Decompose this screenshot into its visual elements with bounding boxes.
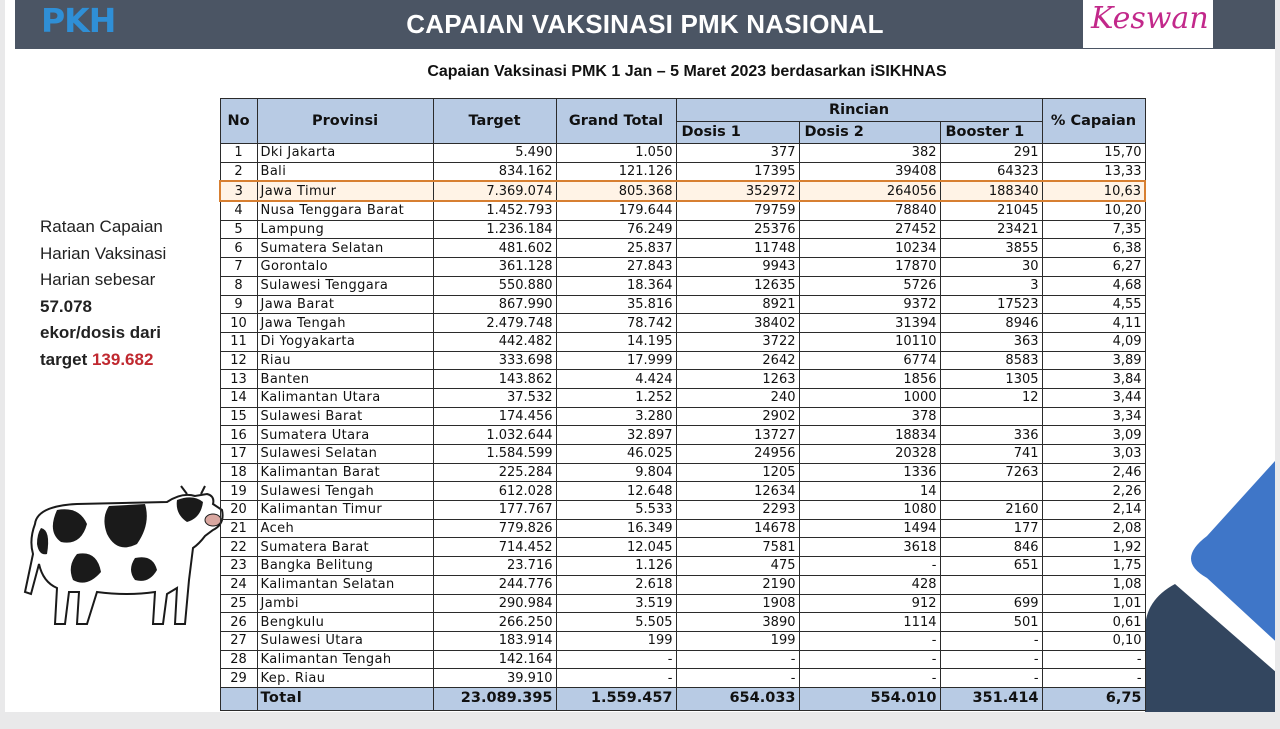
row-dosis1: 12635 — [676, 276, 799, 295]
cow-icon — [25, 486, 223, 624]
row-dosis2: 31394 — [799, 314, 940, 333]
row-booster1: 177 — [940, 519, 1042, 538]
row-capaian: 13,33 — [1042, 162, 1145, 181]
corner-decoration — [1145, 450, 1275, 712]
row-target: 23.716 — [433, 557, 556, 576]
row-dosis1: 3890 — [676, 613, 799, 632]
row-grand-total: 76.249 — [556, 220, 676, 239]
row-dosis1: 25376 — [676, 220, 799, 239]
row-provinsi: Sumatera Utara — [257, 426, 433, 445]
row-provinsi: Kalimantan Utara — [257, 388, 433, 407]
row-grand-total: 9.804 — [556, 463, 676, 482]
row-provinsi: Bangka Belitung — [257, 557, 433, 576]
row-no: 4 — [220, 201, 257, 220]
row-provinsi: Jawa Tengah — [257, 314, 433, 333]
row-grand-total: 32.897 — [556, 426, 676, 445]
row-no: 10 — [220, 314, 257, 333]
row-no: 25 — [220, 594, 257, 613]
row-no: 6 — [220, 239, 257, 258]
row-target: 834.162 — [433, 162, 556, 181]
row-dosis2: 378 — [799, 407, 940, 426]
table-subtitle: Capaian Vaksinasi PMK 1 Jan – 5 Maret 2023 berdasarkan iSIKHNAS — [427, 63, 947, 80]
row-dosis1: 1205 — [676, 463, 799, 482]
row-target: 174.456 — [433, 407, 556, 426]
row-booster1: 23421 — [940, 220, 1042, 239]
row-booster1: 3855 — [940, 239, 1042, 258]
row-provinsi: Jambi — [257, 594, 433, 613]
row-dosis1: - — [676, 669, 799, 688]
row-no: 2 — [220, 162, 257, 181]
row-booster1: 363 — [940, 332, 1042, 351]
row-dosis1: 17395 — [676, 162, 799, 181]
row-provinsi: Sulawesi Tenggara — [257, 276, 433, 295]
row-no: 14 — [220, 388, 257, 407]
table-row — [220, 314, 1145, 333]
row-grand-total: 46.025 — [556, 445, 676, 464]
row-capaian: 1,01 — [1042, 594, 1145, 613]
row-dosis1: 38402 — [676, 314, 799, 333]
row-dosis1: 79759 — [676, 201, 799, 220]
row-dosis2: 1336 — [799, 463, 940, 482]
row-booster1 — [940, 575, 1042, 594]
row-target: 1.236.184 — [433, 220, 556, 239]
row-dosis2: 428 — [799, 575, 940, 594]
row-booster1: 651 — [940, 557, 1042, 576]
row-no: 26 — [220, 613, 257, 632]
row-no: 22 — [220, 538, 257, 557]
row-dosis1: 475 — [676, 557, 799, 576]
row-no: 19 — [220, 482, 257, 501]
row-target: 5.490 — [433, 144, 556, 163]
note-line-1: Rataan Capaian — [40, 217, 163, 236]
table-row — [220, 613, 1145, 632]
row-capaian: 4,11 — [1042, 314, 1145, 333]
row-target: 442.482 — [433, 332, 556, 351]
pkh-logo — [41, 2, 161, 50]
row-grand-total: 35.816 — [556, 295, 676, 314]
row-capaian: 2,08 — [1042, 519, 1145, 538]
row-target: 266.250 — [433, 613, 556, 632]
row-provinsi: Kalimantan Barat — [257, 463, 433, 482]
table-row — [220, 650, 1145, 669]
total-grand-total: 1.559.457 — [556, 687, 676, 710]
row-target: 183.914 — [433, 631, 556, 650]
table-row — [220, 258, 1145, 277]
row-grand-total: 199 — [556, 631, 676, 650]
row-dosis1: 1263 — [676, 370, 799, 389]
row-grand-total: 3.280 — [556, 407, 676, 426]
total-dosis2: 554.010 — [799, 687, 940, 710]
row-capaian: 3,03 — [1042, 445, 1145, 464]
row-booster1: 12 — [940, 388, 1042, 407]
row-dosis2: - — [799, 669, 940, 688]
row-dosis1: 12634 — [676, 482, 799, 501]
row-dosis2: 78840 — [799, 201, 940, 220]
vaccination-table — [219, 98, 1146, 711]
row-dosis1: 7581 — [676, 538, 799, 557]
target-label: target — [40, 349, 88, 369]
row-provinsi: Kalimantan Timur — [257, 501, 433, 520]
row-no: 5 — [220, 220, 257, 239]
pkh-logo-mark: PKH — [41, 1, 116, 40]
row-booster1 — [940, 482, 1042, 501]
keswan-logo-mark: Keswan — [1091, 1, 1209, 36]
row-capaian: 2,46 — [1042, 463, 1145, 482]
total-dosis1: 654.033 — [676, 687, 799, 710]
row-target: 142.164 — [433, 650, 556, 669]
row-provinsi: Kep. Riau — [257, 669, 433, 688]
row-booster1: 336 — [940, 426, 1042, 445]
row-grand-total: 5.533 — [556, 501, 676, 520]
table-row — [220, 557, 1145, 576]
col-header-no: No — [220, 99, 257, 144]
row-dosis2: - — [799, 557, 940, 576]
row-provinsi: Sulawesi Tengah — [257, 482, 433, 501]
total-row — [220, 687, 1145, 710]
col-header-capaian: % Capaian — [1042, 99, 1145, 144]
row-capaian: 1,08 — [1042, 575, 1145, 594]
table-row — [220, 594, 1145, 613]
row-booster1: 21045 — [940, 201, 1042, 220]
row-target: 244.776 — [433, 575, 556, 594]
row-grand-total: 4.424 — [556, 370, 676, 389]
row-provinsi: Sulawesi Selatan — [257, 445, 433, 464]
row-dosis2: 1114 — [799, 613, 940, 632]
row-provinsi: Lampung — [257, 220, 433, 239]
row-no: 17 — [220, 445, 257, 464]
row-dosis2: 14 — [799, 482, 940, 501]
row-grand-total: 1.126 — [556, 557, 676, 576]
row-capaian: 1,75 — [1042, 557, 1145, 576]
row-capaian: - — [1042, 669, 1145, 688]
row-capaian: 2,14 — [1042, 501, 1145, 520]
row-no: 18 — [220, 463, 257, 482]
row-target: 225.284 — [433, 463, 556, 482]
table-row — [220, 201, 1145, 220]
table-row — [220, 631, 1145, 650]
row-provinsi: Nusa Tenggara Barat — [257, 201, 433, 220]
row-capaian: 0,10 — [1042, 631, 1145, 650]
table-row — [220, 463, 1145, 482]
row-capaian: 3,89 — [1042, 351, 1145, 370]
row-target: 550.880 — [433, 276, 556, 295]
row-no: 9 — [220, 295, 257, 314]
row-provinsi: Bengkulu — [257, 613, 433, 632]
row-target: 714.452 — [433, 538, 556, 557]
row-booster1: 846 — [940, 538, 1042, 557]
row-target: 867.990 — [433, 295, 556, 314]
row-dosis1: 199 — [676, 631, 799, 650]
row-dosis1: 2293 — [676, 501, 799, 520]
row-target: 1.452.793 — [433, 201, 556, 220]
table-row — [220, 426, 1145, 445]
row-booster1: - — [940, 669, 1042, 688]
row-grand-total: 805.368 — [556, 181, 676, 201]
row-capaian: - — [1042, 650, 1145, 669]
table-body — [220, 144, 1145, 688]
row-no: 11 — [220, 332, 257, 351]
row-dosis2: 10110 — [799, 332, 940, 351]
row-booster1: 17523 — [940, 295, 1042, 314]
row-dosis2: 1000 — [799, 388, 940, 407]
row-no: 16 — [220, 426, 257, 445]
col-header-provinsi: Provinsi — [257, 99, 433, 144]
row-target: 361.128 — [433, 258, 556, 277]
row-target: 2.479.748 — [433, 314, 556, 333]
row-target: 1.584.599 — [433, 445, 556, 464]
table-row — [220, 669, 1145, 688]
row-grand-total: 121.126 — [556, 162, 676, 181]
total-booster1: 351.414 — [940, 687, 1042, 710]
row-provinsi: Sumatera Barat — [257, 538, 433, 557]
row-capaian: 4,09 — [1042, 332, 1145, 351]
row-booster1: 501 — [940, 613, 1042, 632]
row-target: 612.028 — [433, 482, 556, 501]
table-row — [220, 370, 1145, 389]
row-dosis1: 377 — [676, 144, 799, 163]
table-row — [220, 220, 1145, 239]
row-grand-total: 25.837 — [556, 239, 676, 258]
row-provinsi: Banten — [257, 370, 433, 389]
row-no: 29 — [220, 669, 257, 688]
row-dosis2: 382 — [799, 144, 940, 163]
row-target: 39.910 — [433, 669, 556, 688]
row-provinsi: Sulawesi Utara — [257, 631, 433, 650]
note-line-2: Harian Vaksinasi — [40, 243, 167, 263]
row-grand-total: 179.644 — [556, 201, 676, 220]
row-dosis2: 5726 — [799, 276, 940, 295]
row-grand-total: 12.648 — [556, 482, 676, 501]
table-row — [220, 445, 1145, 464]
row-booster1: 741 — [940, 445, 1042, 464]
table-row — [220, 575, 1145, 594]
row-booster1: 1305 — [940, 370, 1042, 389]
page-title: CAPAIAN VAKSINASI PMK NASIONAL — [406, 9, 884, 39]
row-target: 333.698 — [433, 351, 556, 370]
table-row — [220, 332, 1145, 351]
table-row — [220, 276, 1145, 295]
row-dosis2: 1856 — [799, 370, 940, 389]
row-grand-total: 14.195 — [556, 332, 676, 351]
note-target-line — [40, 347, 220, 374]
table-row — [220, 162, 1145, 181]
col-header-dosis2: Dosis 2 — [799, 122, 940, 144]
row-provinsi: Riau — [257, 351, 433, 370]
row-booster1: 699 — [940, 594, 1042, 613]
row-dosis1: 8921 — [676, 295, 799, 314]
target-value: 139.682 — [91, 349, 154, 369]
total-no-cell — [220, 687, 257, 710]
row-grand-total: 27.843 — [556, 258, 676, 277]
row-target: 481.602 — [433, 239, 556, 258]
row-dosis2: 18834 — [799, 426, 940, 445]
col-header-booster1: Booster 1 — [940, 122, 1042, 144]
row-booster1: 2160 — [940, 501, 1042, 520]
row-capaian: 3,84 — [1042, 370, 1145, 389]
col-header-rincian: Rincian — [676, 99, 1042, 122]
note-line-3: Harian sebesar — [40, 270, 156, 289]
row-grand-total: 2.618 — [556, 575, 676, 594]
row-dosis1: 3722 — [676, 332, 799, 351]
table-row — [220, 482, 1145, 501]
row-dosis2: 9372 — [799, 295, 940, 314]
row-capaian: 6,27 — [1042, 258, 1145, 277]
row-no: 8 — [220, 276, 257, 295]
row-dosis1: 14678 — [676, 519, 799, 538]
table-row — [220, 407, 1145, 426]
row-dosis2: 912 — [799, 594, 940, 613]
table-row — [220, 501, 1145, 520]
row-booster1: 188340 — [940, 181, 1042, 201]
row-dosis1: 240 — [676, 388, 799, 407]
row-provinsi: Sumatera Selatan — [257, 239, 433, 258]
row-target: 143.862 — [433, 370, 556, 389]
row-capaian: 3,34 — [1042, 407, 1145, 426]
row-dosis2: 6774 — [799, 351, 940, 370]
row-provinsi: Dki Jakarta — [257, 144, 433, 163]
row-dosis1: 1908 — [676, 594, 799, 613]
row-dosis2: 10234 — [799, 239, 940, 258]
row-capaian: 0,61 — [1042, 613, 1145, 632]
row-no: 27 — [220, 631, 257, 650]
row-grand-total: 12.045 — [556, 538, 676, 557]
keswan-logo — [1083, 0, 1213, 48]
row-grand-total: - — [556, 650, 676, 669]
row-dosis1: - — [676, 650, 799, 669]
row-booster1: 30 — [940, 258, 1042, 277]
row-booster1 — [940, 407, 1042, 426]
row-target: 7.369.074 — [433, 181, 556, 201]
row-grand-total: 1.050 — [556, 144, 676, 163]
row-dosis2: 3618 — [799, 538, 940, 557]
row-target: 290.984 — [433, 594, 556, 613]
row-dosis1: 352972 — [676, 181, 799, 201]
row-dosis2: 264056 — [799, 181, 940, 201]
row-dosis1: 2190 — [676, 575, 799, 594]
row-provinsi: Di Yogyakarta — [257, 332, 433, 351]
table-row — [220, 239, 1145, 258]
row-grand-total: 5.505 — [556, 613, 676, 632]
col-header-dosis1: Dosis 1 — [676, 122, 799, 144]
row-booster1: 64323 — [940, 162, 1042, 181]
row-dosis1: 24956 — [676, 445, 799, 464]
row-dosis1: 2902 — [676, 407, 799, 426]
row-target: 177.767 — [433, 501, 556, 520]
row-no: 21 — [220, 519, 257, 538]
row-provinsi: Sulawesi Barat — [257, 407, 433, 426]
row-dosis2: 1494 — [799, 519, 940, 538]
row-dosis1: 11748 — [676, 239, 799, 258]
row-grand-total: 16.349 — [556, 519, 676, 538]
table-row — [220, 388, 1145, 407]
row-grand-total: 18.364 — [556, 276, 676, 295]
row-no: 24 — [220, 575, 257, 594]
row-dosis1: 13727 — [676, 426, 799, 445]
row-booster1: 7263 — [940, 463, 1042, 482]
cow-illustration — [17, 484, 227, 634]
daily-average-value: 57.078 — [40, 296, 92, 316]
row-dosis2: 1080 — [799, 501, 940, 520]
row-no: 23 — [220, 557, 257, 576]
row-booster1: 8583 — [940, 351, 1042, 370]
row-capaian: 10,20 — [1042, 201, 1145, 220]
table-row — [220, 519, 1145, 538]
row-grand-total: - — [556, 669, 676, 688]
row-provinsi: Kalimantan Selatan — [257, 575, 433, 594]
table-row — [220, 351, 1145, 370]
daily-average-note — [40, 214, 220, 373]
row-dosis2: 27452 — [799, 220, 940, 239]
row-no: 7 — [220, 258, 257, 277]
row-dosis2: 39408 — [799, 162, 940, 181]
row-grand-total: 78.742 — [556, 314, 676, 333]
table-row — [220, 144, 1145, 163]
row-dosis1: 9943 — [676, 258, 799, 277]
row-booster1: 3 — [940, 276, 1042, 295]
table-row — [220, 181, 1145, 201]
row-no: 12 — [220, 351, 257, 370]
row-dosis2: - — [799, 631, 940, 650]
row-capaian: 3,09 — [1042, 426, 1145, 445]
row-capaian: 2,26 — [1042, 482, 1145, 501]
row-capaian: 15,70 — [1042, 144, 1145, 163]
total-target: 23.089.395 — [433, 687, 556, 710]
row-capaian: 3,44 — [1042, 388, 1145, 407]
row-grand-total: 3.519 — [556, 594, 676, 613]
row-no: 20 — [220, 501, 257, 520]
row-grand-total: 17.999 — [556, 351, 676, 370]
row-no: 1 — [220, 144, 257, 163]
row-no: 13 — [220, 370, 257, 389]
row-provinsi: Jawa Barat — [257, 295, 433, 314]
row-booster1: - — [940, 631, 1042, 650]
col-header-grand-total: Grand Total — [556, 99, 676, 144]
row-no: 15 — [220, 407, 257, 426]
row-no: 28 — [220, 650, 257, 669]
row-target: 1.032.644 — [433, 426, 556, 445]
row-provinsi: Aceh — [257, 519, 433, 538]
total-label: Total — [257, 687, 433, 710]
row-capaian: 10,63 — [1042, 181, 1145, 201]
note-line-4: ekor/dosis dari — [40, 323, 161, 342]
row-capaian: 4,55 — [1042, 295, 1145, 314]
row-provinsi: Jawa Timur — [257, 181, 433, 201]
row-booster1: 8946 — [940, 314, 1042, 333]
row-target: 779.826 — [433, 519, 556, 538]
row-dosis2: 20328 — [799, 445, 940, 464]
row-dosis1: 2642 — [676, 351, 799, 370]
row-capaian: 4,68 — [1042, 276, 1145, 295]
total-capaian: 6,75 — [1042, 687, 1145, 710]
table-row — [220, 295, 1145, 314]
row-grand-total: 1.252 — [556, 388, 676, 407]
row-provinsi: Gorontalo — [257, 258, 433, 277]
row-capaian: 7,35 — [1042, 220, 1145, 239]
row-booster1: - — [940, 650, 1042, 669]
row-target: 37.532 — [433, 388, 556, 407]
row-no: 3 — [220, 181, 257, 201]
row-dosis2: - — [799, 650, 940, 669]
row-capaian: 1,92 — [1042, 538, 1145, 557]
row-booster1: 291 — [940, 144, 1042, 163]
row-capaian: 6,38 — [1042, 239, 1145, 258]
row-provinsi: Kalimantan Tengah — [257, 650, 433, 669]
row-dosis2: 17870 — [799, 258, 940, 277]
col-header-target: Target — [433, 99, 556, 144]
table-row — [220, 538, 1145, 557]
row-provinsi: Bali — [257, 162, 433, 181]
